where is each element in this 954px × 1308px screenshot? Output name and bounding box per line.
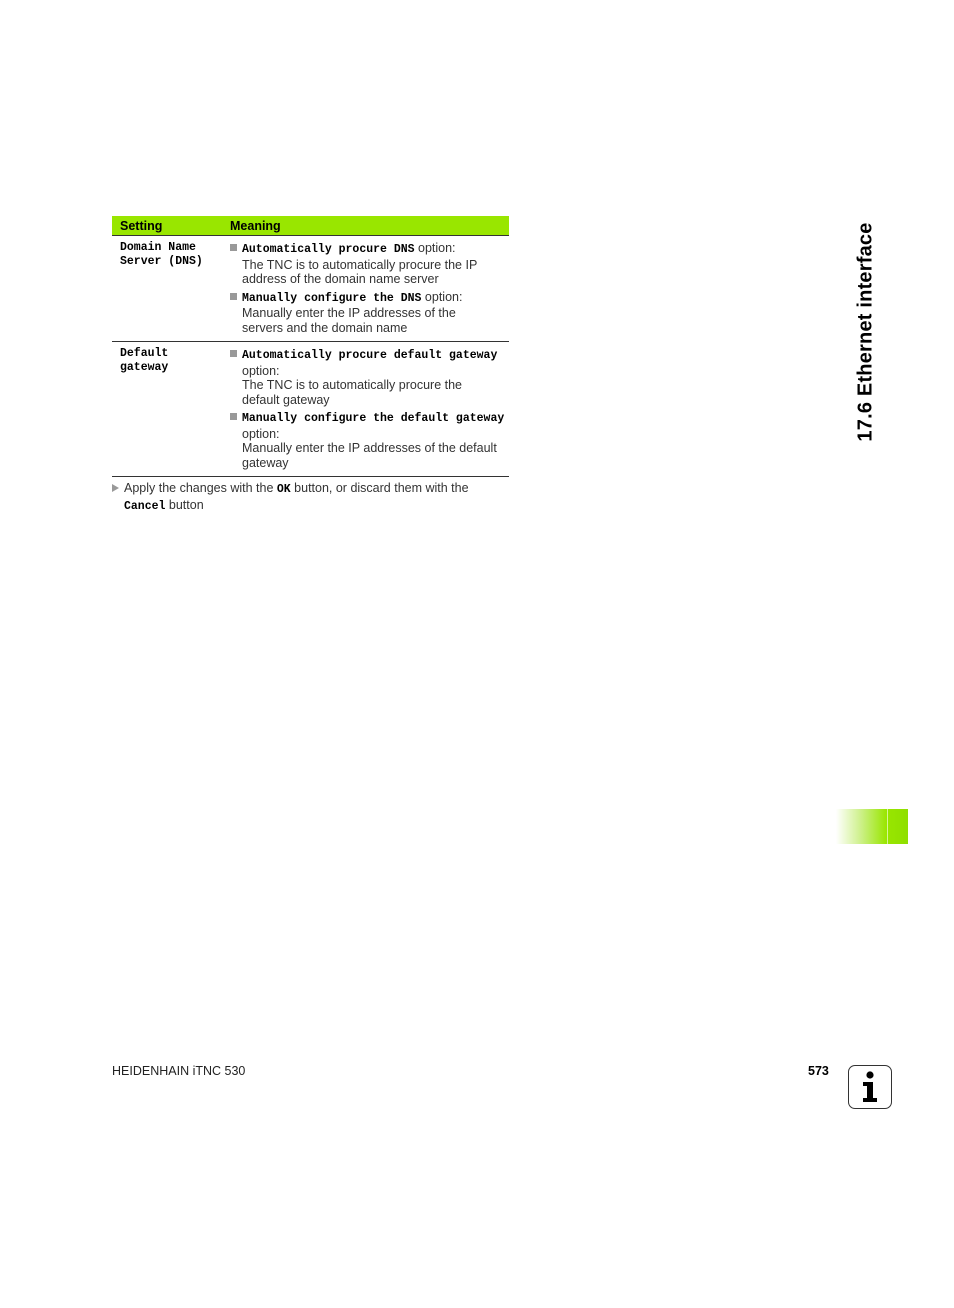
option-code: Automatically procure DNS	[242, 243, 415, 256]
square-bullet-icon	[230, 350, 237, 357]
ok-label: OK	[276, 483, 291, 496]
list-item	[230, 347, 509, 407]
page-number: 573	[808, 1064, 829, 1078]
list-item	[230, 241, 509, 287]
option-code: Manually configure the default gateway	[242, 412, 505, 425]
table-header	[112, 216, 509, 235]
option-code: Manually configure the DNS	[242, 291, 422, 305]
setting-name-line: Default	[120, 347, 169, 360]
chapter-tab	[836, 809, 908, 844]
meaning-cell	[230, 236, 509, 341]
note-text: Apply the changes with the	[124, 481, 277, 495]
option-suffix: option:	[421, 289, 463, 304]
note-text: button	[165, 497, 204, 512]
settings-table	[112, 216, 509, 477]
option-suffix: option:	[414, 241, 456, 255]
item-text-line: address of the domain name server	[242, 272, 439, 286]
list-item	[230, 290, 509, 336]
item-text-line: The TNC is to automatically procure the IP	[242, 257, 478, 272]
instruction-note	[112, 481, 509, 514]
item-text-line: servers and the domain name	[242, 320, 408, 335]
cancel-label: Cancel	[124, 499, 166, 513]
header-setting: Setting	[120, 218, 163, 233]
table-row	[112, 235, 509, 342]
item-text-line: default gateway	[242, 392, 330, 407]
item-text-line: option:	[242, 363, 280, 378]
item-text-line: gateway	[242, 455, 289, 470]
setting-cell	[112, 342, 230, 476]
item-text-line: Manually enter the IP addresses of the default	[242, 441, 497, 455]
footer-product: HEIDENHAIN iTNC 530	[112, 1064, 246, 1078]
info-icon	[848, 1065, 892, 1109]
section-title: 17.6 Ethernet interface	[854, 222, 877, 442]
option-code: Automatically procure default gateway	[242, 349, 498, 362]
list-item	[230, 410, 509, 470]
header-meaning: Meaning	[230, 218, 281, 233]
triangle-arrow-icon	[112, 484, 119, 492]
setting-name-line: gateway	[120, 361, 169, 374]
table-row	[112, 342, 509, 477]
item-text-line: Manually enter the IP addresses of the	[242, 306, 456, 320]
item-text-line: The TNC is to automatically procure the	[242, 378, 463, 392]
meaning-cell	[230, 342, 509, 476]
setting-cell	[112, 236, 230, 341]
square-bullet-icon	[230, 244, 237, 251]
square-bullet-icon	[230, 413, 237, 420]
item-text-line: option:	[242, 426, 280, 441]
setting-name-line: Domain Name	[120, 241, 196, 254]
square-bullet-icon	[230, 293, 237, 300]
note-text: button, or discard them with the	[290, 481, 469, 495]
setting-name-line: Server (DNS)	[120, 255, 203, 268]
